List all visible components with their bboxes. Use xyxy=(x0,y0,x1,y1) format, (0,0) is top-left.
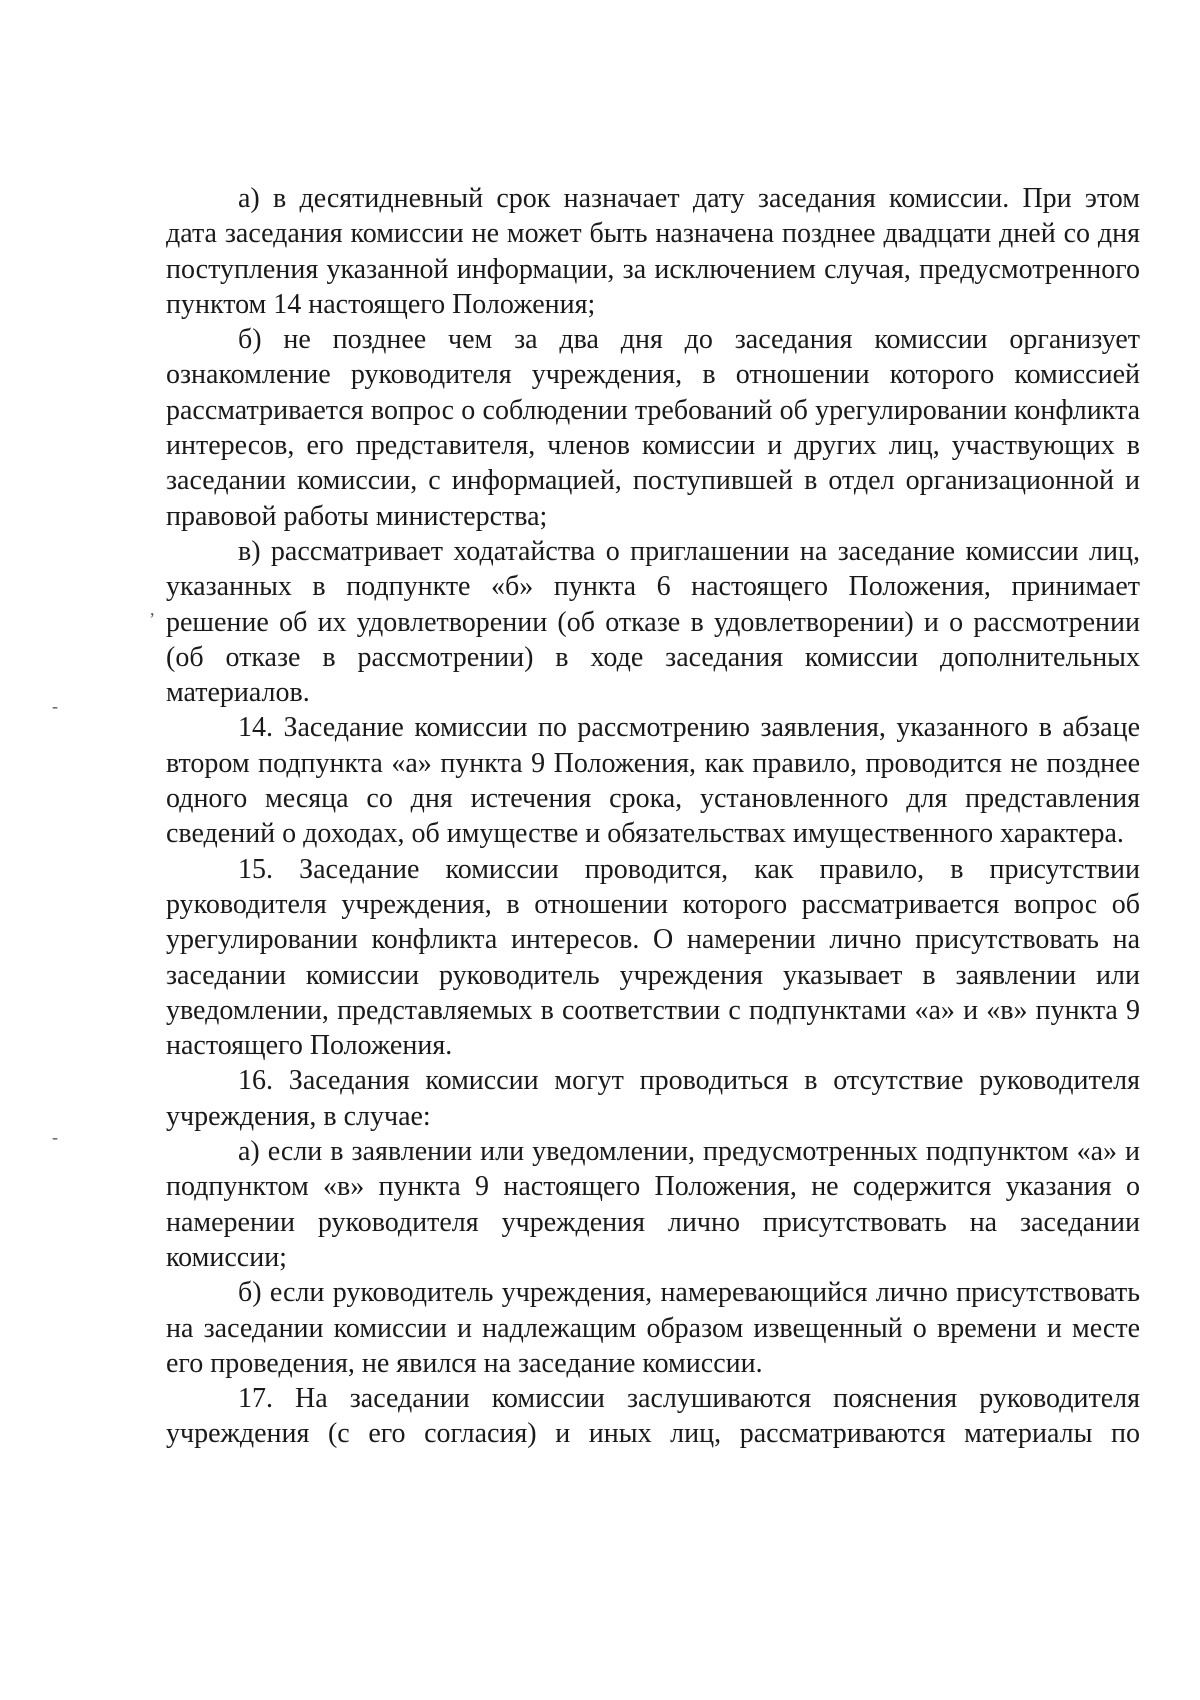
paragraph-16: 16. Заседания комиссии могут проводиться в отсутствие руководителя учреждения, в случае: xyxy=(166,1065,1140,1132)
paragraph-13b: б) не позднее чем за два дня до заседания комиссии организует ознакомление руководителя учреждения, в отношении которого комиссией рассматривается вопрос о соблюдении требований об урегулировании конфликта интересов, его представителя, членов комиссии и других лиц, участвующих в заседании комиссии, с информацией, поступившей в отдел организационной и правовой работы министерства; xyxy=(166,324,1140,532)
paragraph-17: 17. На заседании комиссии заслушиваются пояснения руководителя учреждения (с его согласия) и иных лиц, рассматриваются материалы по xyxy=(166,1383,1140,1450)
paragraph-15: 15. Заседание комиссии проводится, как правило, в присутствии руководителя учреждения, в отношении которого рассматривается вопрос об урегулировании конфликта интересов. О намерении лично присутствовать на заседании комиссии руководитель учреждения указывает в заявлении или уведомлении, представляемых в соответствии с подпунктами «а» и «в» пункта 9 настоящего Положения. xyxy=(166,853,1140,1062)
paragraph-14: 14. Заседание комиссии по рассмотрению заявления, указанного в абзаце втором подпункта «а» пункта 9 Положения, как правило, проводится не позднее одного месяца со дня истечения срока, установленного для представления сведений о доходах, об имуществе и обязательствах имущественного характера. xyxy=(166,712,1140,850)
paragraph-13v: в) рассматривает ходатайства о приглашении на заседание комиссии лиц, указанных в подпункте «б» пункта 6 настоящего Положения, принимает решение об их удовлетворении (об отказе в удовлетворении) и о рассмотрении (об отказе в рассмотрении) в ходе заседания комиссии дополнительных материалов. xyxy=(166,535,1140,709)
document-body xyxy=(166,181,1140,1452)
paragraph-16a: а) если в заявлении или уведомлении, предусмотренных подпунктом «а» и подпунктом «в» пункта 9 настоящего Положения, не содержится указания о намерении руководителя учреждения лично присутствовать на заседании комиссии; xyxy=(166,1136,1140,1273)
scan-speck-mark: - xyxy=(52,1127,58,1147)
paragraph-16b: б) если руководитель учреждения, намеревающийся лично присутствовать на заседании комиссии и надлежащим образом извещенный о времени и месте его проведения, не явился на заседание комиссии. xyxy=(166,1277,1140,1379)
paragraph-13a: а) в десятидневный срок назначает дату заседания комиссии. При этом дата заседания комиссии не может быть назначена позднее двадцати дней со дня поступления указанной информации, за исключением случая, предусмотренного пунктом 14 настоящего Положения; xyxy=(166,183,1140,320)
scan-speck-mark: , xyxy=(150,599,155,619)
scan-speck-mark: - xyxy=(52,696,58,716)
